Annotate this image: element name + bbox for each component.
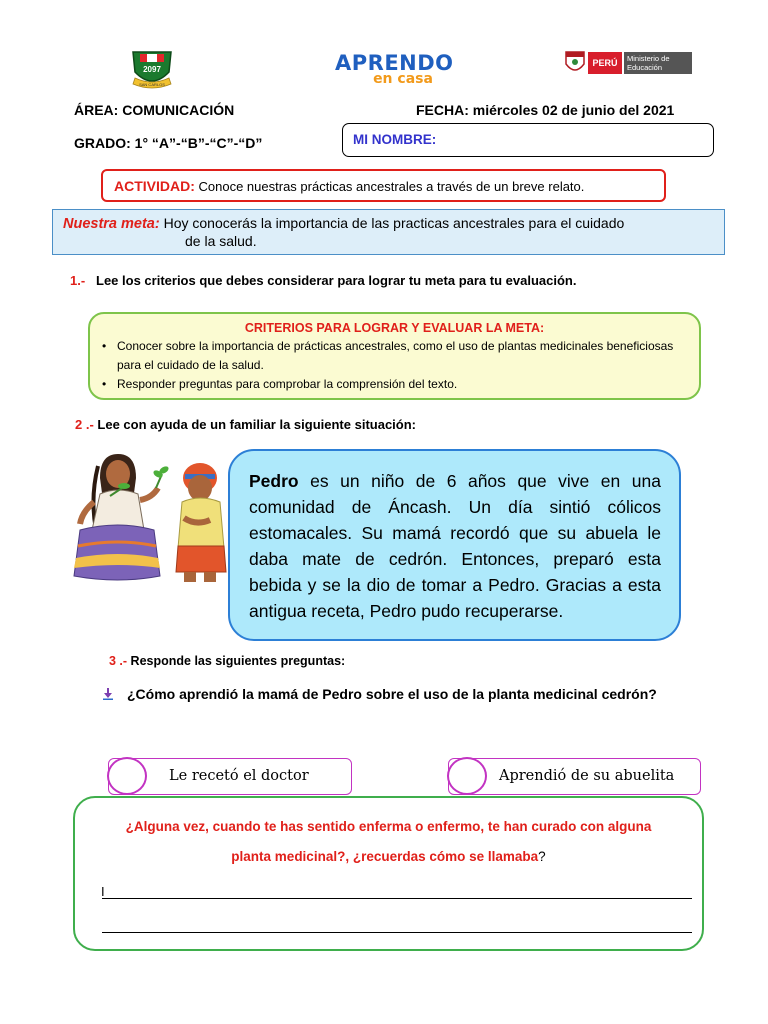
goal-text-line2: de la salud. — [185, 233, 257, 249]
grade-label: GRADO: 1° “A”-“B”-“C”-“D” — [74, 135, 263, 151]
instruction-3-colon: : — [341, 654, 346, 668]
criteria-item: • Responder preguntas para comprobar la comprensión del texto. — [100, 375, 699, 394]
school-logo-caption: SAN CARLOS — [139, 82, 165, 87]
open-question-mark: ? — [538, 849, 546, 864]
instruction-1 — [70, 273, 576, 288]
peru-label: PERÚ — [588, 52, 622, 74]
story-text: es un niño de 6 años que vive en una comunidad de Áncash. Un día sintió cólicos estomacales. Su mamá recordó que su abuela le daba mate de cedrón. Entonces, preparó esta bebida y se la dio de tomar a Pedro. Gracias a esta antigua receta, Pedro pudo recuperarse. — [249, 471, 661, 621]
activity-label: ACTIVIDAD: — [114, 178, 195, 194]
answer-line[interactable] — [102, 898, 692, 899]
date-label: FECHA: miércoles 02 de junio del 2021 — [416, 102, 675, 118]
arrow-bullet-icon — [103, 688, 113, 700]
criteria-item: • Conocer sobre la importancia de prácticas ancestrales, como el uso de plantas medicinales beneficiosas para el cuidado de la salud. — [100, 337, 699, 375]
instruction-3 — [109, 654, 345, 668]
ministry-logo — [564, 48, 694, 84]
goal-box — [52, 209, 725, 255]
school-shield-logo — [127, 48, 177, 90]
open-question-line2-text: planta medicinal?, ¿recuerdas cómo se llamaba — [231, 849, 539, 864]
instruction-3-text: Responde las siguientes preguntas — [130, 654, 342, 668]
goal-label: Nuestra meta: — [63, 216, 160, 232]
open-question-line2 — [75, 849, 702, 864]
answer-option-label: Aprendió de su abuelita — [499, 768, 675, 784]
instruction-2 — [75, 417, 416, 432]
open-question-line1: ¿Alguna vez, cuando te has sentido enferma o enfermo, te han curado con alguna — [125, 819, 652, 834]
answer-option-label: Le recetó el doctor — [169, 768, 309, 784]
answer-option-grandmother[interactable] — [448, 758, 701, 795]
option-circle[interactable] — [447, 757, 487, 795]
name-field-label: MI NOMBRE: — [353, 132, 437, 147]
instruction-2-text: Lee con ayuda de un familiar la siguiente situación: — [97, 417, 416, 432]
aprendo-logo-line2: en casa — [373, 71, 433, 87]
peru-coat-of-arms-icon — [564, 50, 586, 76]
area-label: ÁREA: COMUNICACIÓN — [74, 102, 235, 118]
answer-option-doctor[interactable] — [108, 758, 352, 795]
answer-line[interactable] — [102, 932, 692, 933]
story-box — [228, 449, 681, 641]
name-field[interactable] — [342, 123, 714, 157]
instruction-2-number: 2 .- — [75, 417, 94, 432]
instruction-3-number: 3 .- — [109, 654, 128, 668]
question-text: ¿Cómo aprendió la mamá de Pedro sobre el uso de la planta medicinal cedrón? — [127, 686, 657, 702]
activity-text: Conoce nuestras prácticas ancestrales a través de un breve relato. — [198, 179, 585, 194]
instruction-1-number: 1.- — [70, 273, 86, 288]
aprendo-logo-line1: APRENDO — [335, 51, 454, 75]
instruction-1-text: Lee los criterios que debes considerar para lograr tu meta para tu evaluación. — [96, 273, 577, 288]
text-cursor: I — [101, 884, 105, 899]
mother-and-child-illustration — [70, 438, 230, 588]
criteria-title: CRITERIOS PARA LOGRAR Y EVALUAR LA META: — [244, 321, 545, 335]
open-question-box — [73, 796, 704, 951]
goal-text-line1: Hoy conocerás la importancia de las practicas ancestrales para el cuidado — [163, 215, 625, 231]
ministry-label: Ministerio de Educación — [624, 52, 692, 74]
aprendo-en-casa-logo — [335, 52, 453, 94]
activity-box — [101, 169, 666, 202]
story-name: Pedro — [249, 471, 299, 491]
criteria-box — [88, 312, 701, 400]
option-circle[interactable] — [107, 757, 147, 795]
school-logo-number: 2097 — [143, 65, 161, 74]
